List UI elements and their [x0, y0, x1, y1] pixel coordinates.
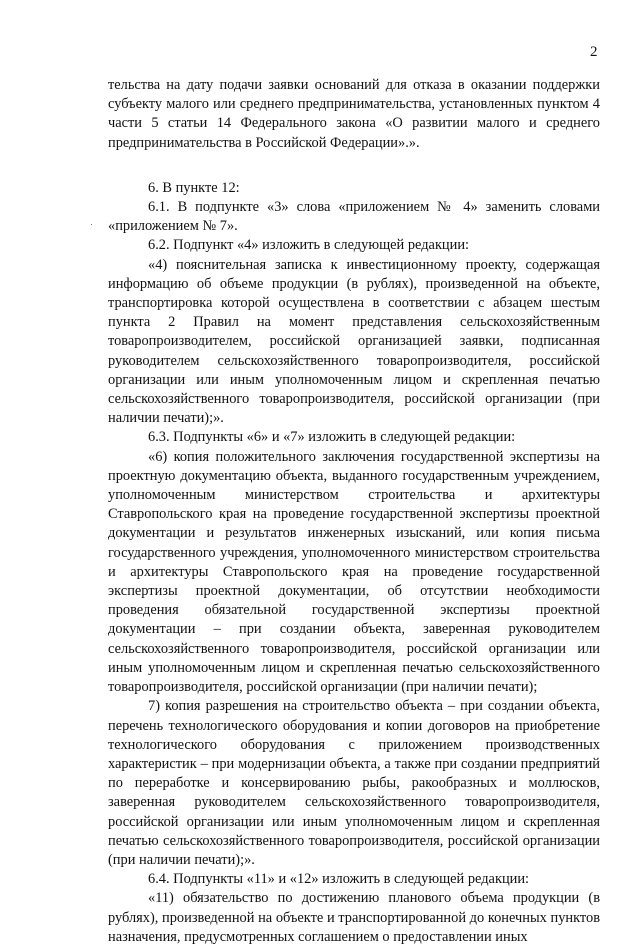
paragraph-item-6-2: 6.2. Подпункт «4» изложить в следующей редакции:: [148, 237, 470, 254]
paragraph-subitem-4: «4) пояснительная записка к инвестиционному проекту, содержащая информацию об объеме продукции (в рублях), произведенной на объекте, транспортировка которой осуществлена в соответствии с абзацем шестым пункта 2 Правил на момент представления сельскохозяйственным товаропроизводителем, российской организацией заявки, подписанная руководителем сельскохозяйственного товаропроизводителя, российской организации или иным уполномоченным лицом и скрепленная печатью сельскохозяйственного товаропроизводителя, российской организации (при наличии печати);».: [108, 256, 600, 427]
page-number: 2: [590, 44, 598, 60]
paragraph-subitem-7: 7) копия разрешения на строительство объекта – при создании объекта, перечень технологического оборудования и копии договоров на приобретение технологического оборудования с приложением производственных характеристик – при модернизации объекта, а также при создании предприятий по переработке и консервированию рыбы, ракообразных и моллюсков, заверенная руководителем сельскохозяйственного товаропроизводителя, российской организации или иным уполномоченным лицом и скрепленная печатью сельскохозяйственного товаропроизводителя, российской организации (при наличии печати);».: [108, 698, 600, 868]
paragraph-item-6: 6. В пункте 12:: [148, 179, 240, 196]
paragraph-item-6-4: 6.4. Подпункты «11» и «12» изложить в следующей редакции:: [148, 871, 530, 888]
paragraph-subitem-11: «11) обязательство по достижению планового объема продукции (в рублях), произведенной на объекте и транспортированной до конечных пунктов назначения, предусмотренных соглашением о предоставлении иных: [108, 890, 600, 945]
scan-artifact-dot: [91, 224, 92, 225]
paragraph-item-6-3: 6.3. Подпункты «6» и «7» изложить в следующей редакции:: [148, 429, 516, 446]
document-body: [108, 76, 600, 947]
paragraph-continuation: тельства на дату подачи заявки оснований для отказа в оказании поддержки субъекту малого или среднего предпринимательства, установленных пунктом 4 части 5 статьи 14 Федерального закона «О развитии малого и среднего предпринимательства в Российской Федерации».».: [108, 77, 600, 151]
paragraph-item-6-1: 6.1. В подпункте «3» слова «приложением № 4» заменить словами «приложением № 7».: [108, 199, 600, 235]
paragraph-subitem-6: «6) копия положительного заключения государственной экспертизы на проектную документацию объекта, выданного государственным учреждением, уполномоченным министерством строительства и архитектуры Ставропольского края на проведение государственной экспертизы проектной документации и результатов инженерных изысканий, или копия письма государственного учреждения, уполномоченного министерством строительства и архитектуры Ставропольского края на проведение государственной экспертизы проектной документации, об отсутствии необходимости проведения обязательной государственной экспертизы проектной документации – при создании объекта, заверенная руководителем сельскохозяйственного товаропроизводителя, российской организации или иным уполномоченным лицом и скрепленная печатью сельскохозяйственного товаропроизводителя, российской организации (при наличии печати);: [108, 448, 600, 696]
paragraph-gap: [108, 153, 600, 179]
